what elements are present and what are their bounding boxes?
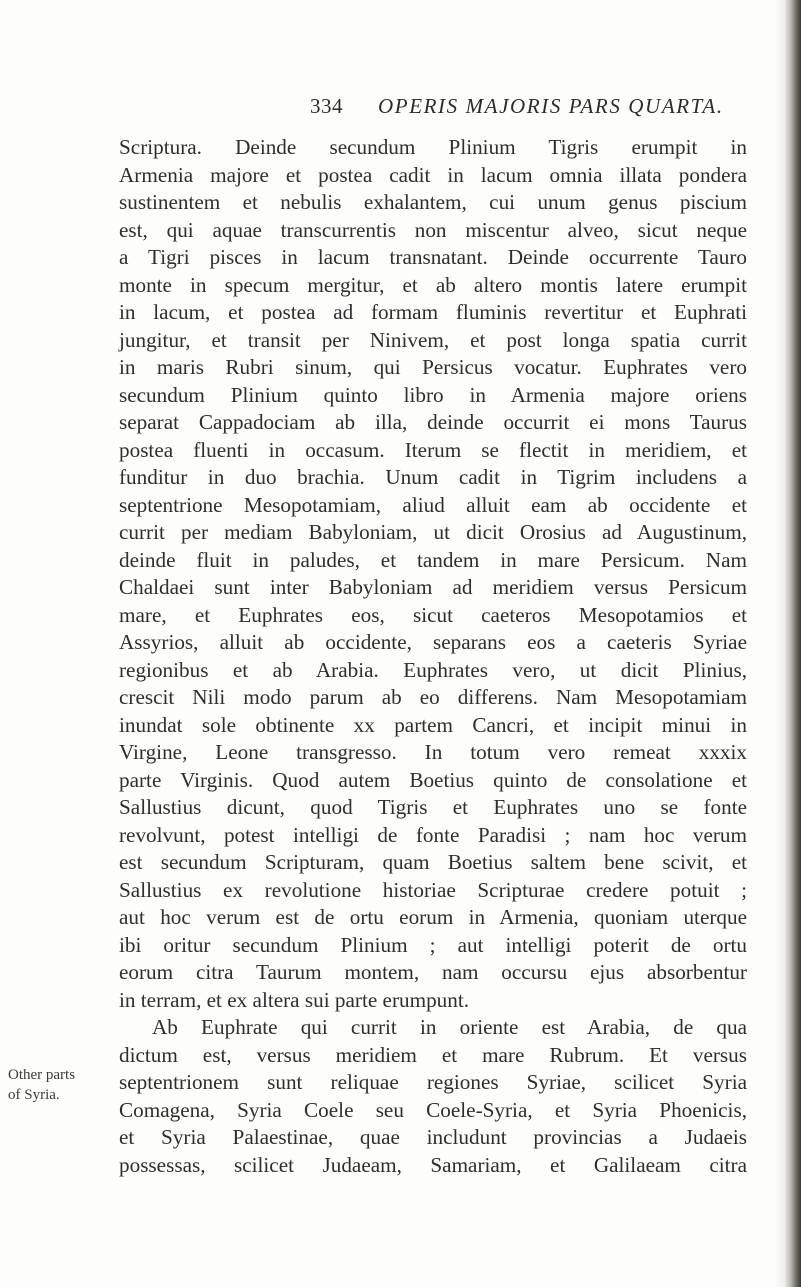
page-header [0, 94, 760, 124]
binding-shadow [775, 0, 785, 1287]
text-line: Scriptura. Deinde secundum Plinium Tigris erumpit in [119, 135, 747, 159]
text-line: currit per mediam Babyloniam, ut dicit Orosius ad Augustinum, [119, 520, 747, 544]
page-number: 334 [310, 94, 343, 118]
text-line: a Tigri pisces in lacum transnatant. Deinde occurrente Tauro [119, 245, 747, 269]
running-head: OPERIS MAJORIS PARS QUARTA. [378, 94, 724, 118]
text-line: possessas, scilicet Judaeam, Samariam, et Galilaeam citra [119, 1152, 747, 1177]
text-line: ibi oritur secundum Plinium ; aut intelligi poterit de ortu [119, 932, 747, 957]
text-line: revolvunt, potest intelligi de fonte Paradisi ; nam hoc verum [119, 822, 747, 847]
text-line: in terram, et ex altera sui parte erumpunt. [119, 987, 470, 1012]
margin-note-line: of Syria. [8, 1087, 60, 1103]
text-line: septentrione Mesopotamiam, aliud alluit eam ab occidente et [119, 492, 747, 517]
text-line: Armenia majore et postea cadit in lacum omnia illata pondera [119, 162, 747, 187]
text-line: inundat sole obtinente xx partem Cancri, et incipit minui in [119, 712, 747, 737]
text-line: jungitur, et transit per Ninivem, et post longa spatia currit [119, 327, 747, 352]
book-gutter [785, 0, 801, 1287]
text-line: Virgine, Leone transgresso. In totum vero remeat xxxix [119, 740, 747, 764]
text-line: secundum Plinium quinto libro in Armenia majore oriens [119, 382, 747, 407]
text-line: sustinentem et nebulis exhalantem, cui unum genus piscium [119, 190, 747, 214]
text-line: est, qui aquae transcurrentis non miscentur alveo, sicut neque [119, 217, 747, 242]
text-line: Ab Euphrate qui currit in oriente est Arabia, de qua [152, 1015, 747, 1039]
body-text [119, 134, 747, 1179]
text-line: dictum est, versus meridiem et mare Rubrum. Et versus [119, 1042, 747, 1067]
text-line: Chaldaei sunt inter Babyloniam ad meridiem versus Persicum [119, 575, 747, 599]
margin-note-line: Other parts [8, 1067, 76, 1083]
text-line: Comagena, Syria Coele seu Coele-Syria, et Syria Phoenicis, [119, 1097, 747, 1122]
text-line: septentrionem sunt reliquae regiones Syriae, scilicet Syria [119, 1070, 747, 1094]
text-line: aut hoc verum est de ortu eorum in Armenia, quoniam uterque [119, 905, 747, 929]
margin-note [8, 1065, 108, 1105]
text-line: in maris Rubri sinum, qui Persicus vocatur. Euphrates vero [119, 355, 747, 379]
text-line: et Syria Palaestinae, quae includunt provincias a Judaeis [119, 1125, 747, 1149]
text-line: parte Virginis. Quod autem Boetius quinto de consolatione et [119, 767, 747, 792]
text-line: funditur in duo brachia. Unum cadit in Tigrim includens a [119, 465, 747, 489]
text-line: postea fluenti in occasum. Iterum se flectit in meridiem, et [119, 437, 747, 462]
text-line: Sallustius dicunt, quod Tigris et Euphrates uno se fonte [119, 795, 747, 819]
text-line: regionibus et ab Arabia. Euphrates vero, ut dicit Plinius, [119, 657, 747, 682]
text-line: monte in specum mergitur, et ab altero montis latere erumpit [119, 272, 747, 297]
text-line: in lacum, et postea ad formam fluminis revertitur et Euphrati [119, 300, 747, 324]
text-line: est secundum Scripturam, quam Boetius saltem bene scivit, et [119, 850, 747, 874]
text-line: crescit Nili modo parum ab eo differens. Nam Mesopotamiam [119, 685, 747, 709]
text-line: mare, et Euphrates eos, sicut caeteros Mesopotamios et [119, 602, 747, 627]
text-line: separat Cappadociam ab illa, deinde occurrit ei mons Taurus [119, 410, 747, 434]
text-line: Sallustius ex revolutione historiae Scripturae credere potuit ; [119, 877, 747, 902]
text-line: eorum citra Taurum montem, nam occursu ejus absorbentur [119, 960, 747, 984]
text-line: deinde fluit in paludes, et tandem in mare Persicum. Nam [119, 547, 747, 572]
text-line: Assyrios, alluit ab occidente, separans eos a caeteris Syriae [119, 630, 747, 654]
